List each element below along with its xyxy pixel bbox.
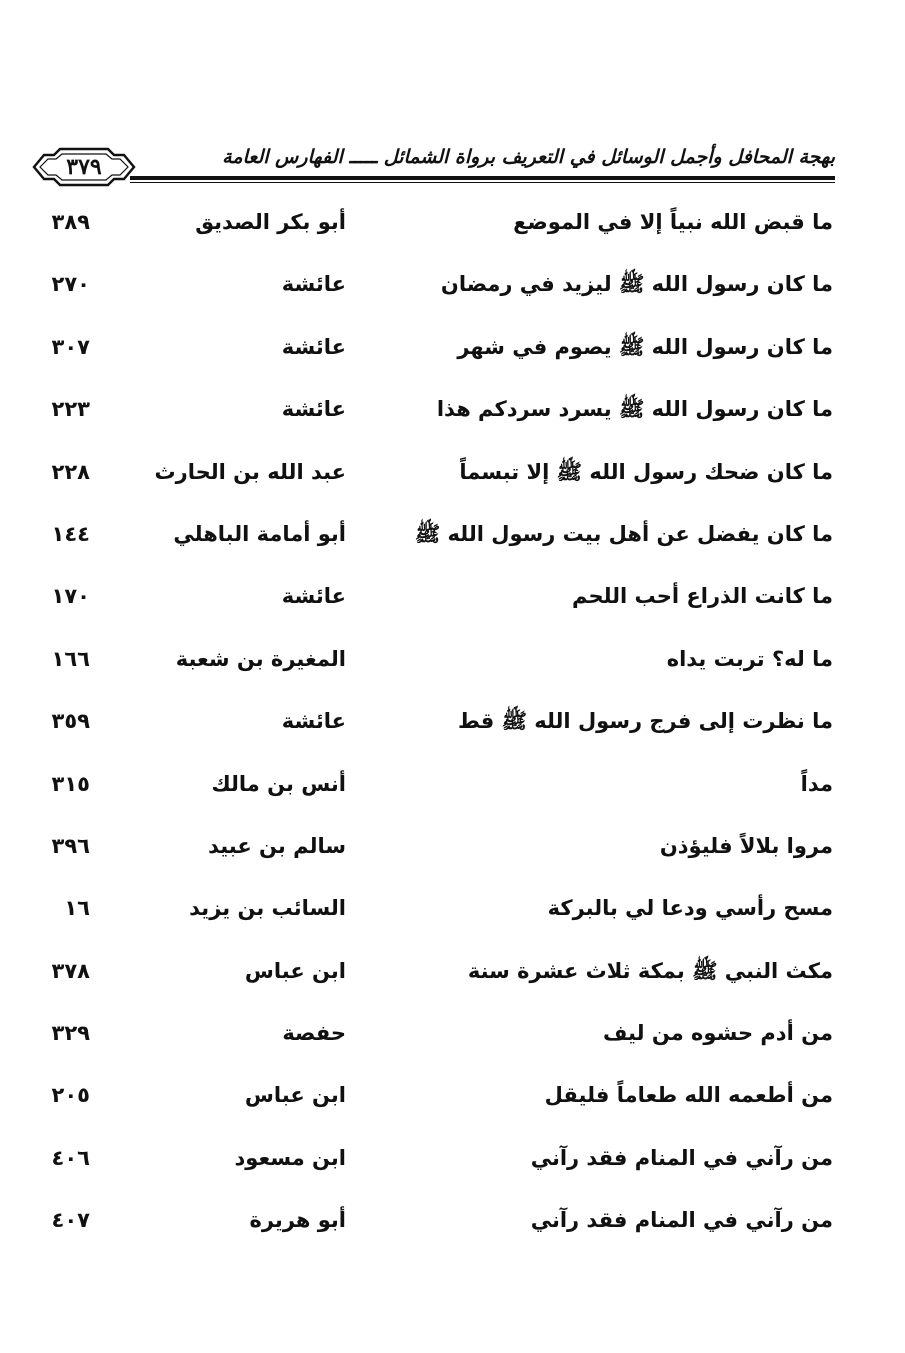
hadith-text: ما كانت الذراع أحب اللحم xyxy=(571,584,833,609)
hadith-text: من أدم حشوه من ليف xyxy=(603,1021,833,1046)
page-ref: ٣٢٩ xyxy=(51,1021,90,1046)
index-row xyxy=(0,884,905,946)
narrator-name: عائشة xyxy=(281,709,346,734)
index-row xyxy=(0,260,905,322)
page-ref: ٢٠٥ xyxy=(51,1083,90,1108)
narrator-name: السائب بن يزيد xyxy=(189,896,346,921)
index-row xyxy=(0,198,905,260)
narrator-name: ابن عباس xyxy=(244,958,346,983)
narrator-name: عائشة xyxy=(281,584,346,609)
index-row xyxy=(0,635,905,697)
header-rule-thin xyxy=(130,182,835,183)
index-row xyxy=(0,323,905,385)
page-ref: ٤٠٧ xyxy=(51,1208,90,1233)
index-row xyxy=(0,1009,905,1071)
hadith-text: ما كان رسول الله ﷺ يسرد سردكم هذا xyxy=(436,397,833,422)
hadith-text: مروا بلالاً فليؤذن xyxy=(659,833,833,858)
index-row xyxy=(0,510,905,572)
page-ref: ٢٢٣ xyxy=(51,397,90,422)
narrator-name: عائشة xyxy=(281,334,346,359)
page-ref: ٤٠٦ xyxy=(51,1145,90,1170)
page-ref: ١٦٦ xyxy=(51,646,90,671)
index-row xyxy=(0,760,905,822)
index-row xyxy=(0,572,905,634)
page-ref: ٣٥٩ xyxy=(51,709,90,734)
hadith-text: ما كان رسول الله ﷺ يصوم في شهر xyxy=(457,334,833,359)
page-ref: ١٧٠ xyxy=(51,584,90,609)
hadith-text: من رآني في المنام فقد رآني xyxy=(530,1145,833,1170)
index-row xyxy=(0,1071,905,1133)
hadith-text: ما قبض الله نبياً إلا في الموضع xyxy=(513,210,833,234)
hadith-text: ما كان يفضل عن أهل بيت رسول الله ﷺ xyxy=(414,521,833,546)
page-number: ٣٧٩ xyxy=(66,154,102,180)
hadith-text: من رآني في المنام فقد رآني xyxy=(530,1208,833,1233)
page-ref: ٢٧٠ xyxy=(51,272,90,297)
hadith-text: ما كان رسول الله ﷺ ليزيد في رمضان xyxy=(440,272,833,297)
hadith-text: من أطعمه الله طعاماً فليقل xyxy=(544,1083,833,1108)
index-row xyxy=(0,1134,905,1196)
page-ref: ٣٧٨ xyxy=(51,958,90,983)
narrator-name: عبد الله بن الحارث xyxy=(154,459,346,484)
narrator-name: أبو بكر الصديق xyxy=(195,210,346,234)
narrator-name: ابن مسعود xyxy=(234,1145,346,1170)
page-ref: ٣٨٩ xyxy=(51,210,90,234)
page-number-badge xyxy=(30,146,138,188)
narrator-name: عائشة xyxy=(281,272,346,297)
narrator-name: أبو أمامة الباهلي xyxy=(173,521,346,546)
hadith-text: مداً xyxy=(800,771,833,796)
hadith-text: مسح رأسي ودعا لي بالبركة xyxy=(547,896,833,921)
index-row xyxy=(0,1196,905,1258)
page-ref: ٢٢٨ xyxy=(51,459,90,484)
narrator-name: أبو هريرة xyxy=(249,1208,346,1233)
header-rule xyxy=(130,176,835,180)
index-row xyxy=(0,947,905,1009)
hadith-text: ما كان ضحك رسول الله ﷺ إلا تبسماً xyxy=(459,459,833,484)
page-ref: ١٤٤ xyxy=(51,521,90,546)
running-header xyxy=(30,140,835,192)
index-row xyxy=(0,448,905,510)
header-title: بهجة المحافل وأجمل الوسائل في التعريف برواة الشمائل ـــــ الفهارس العامة xyxy=(222,146,835,168)
index-row xyxy=(0,697,905,759)
narrator-name: ابن عباس xyxy=(244,1083,346,1108)
narrator-name: حفصة xyxy=(282,1021,346,1046)
narrator-name: عائشة xyxy=(281,397,346,422)
page-ref: ٣١٥ xyxy=(51,771,90,796)
page-ref: ٣٩٦ xyxy=(51,833,90,858)
page-ref: ١٦ xyxy=(64,896,90,921)
narrator-name: المغيرة بن شعبة xyxy=(175,646,346,671)
index-row xyxy=(0,385,905,447)
hadith-text: مكث النبي ﷺ بمكة ثلاث عشرة سنة xyxy=(467,958,833,983)
hadith-text: ما نظرت إلى فرج رسول الله ﷺ قط xyxy=(458,709,833,734)
hadith-index-list xyxy=(0,198,905,1259)
narrator-name: أنس بن مالك xyxy=(211,771,346,796)
page-ref: ٣٠٧ xyxy=(51,334,90,359)
index-row xyxy=(0,822,905,884)
narrator-name: سالم بن عبيد xyxy=(208,833,346,858)
hadith-text: ما له؟ تربت يداه xyxy=(666,646,833,671)
